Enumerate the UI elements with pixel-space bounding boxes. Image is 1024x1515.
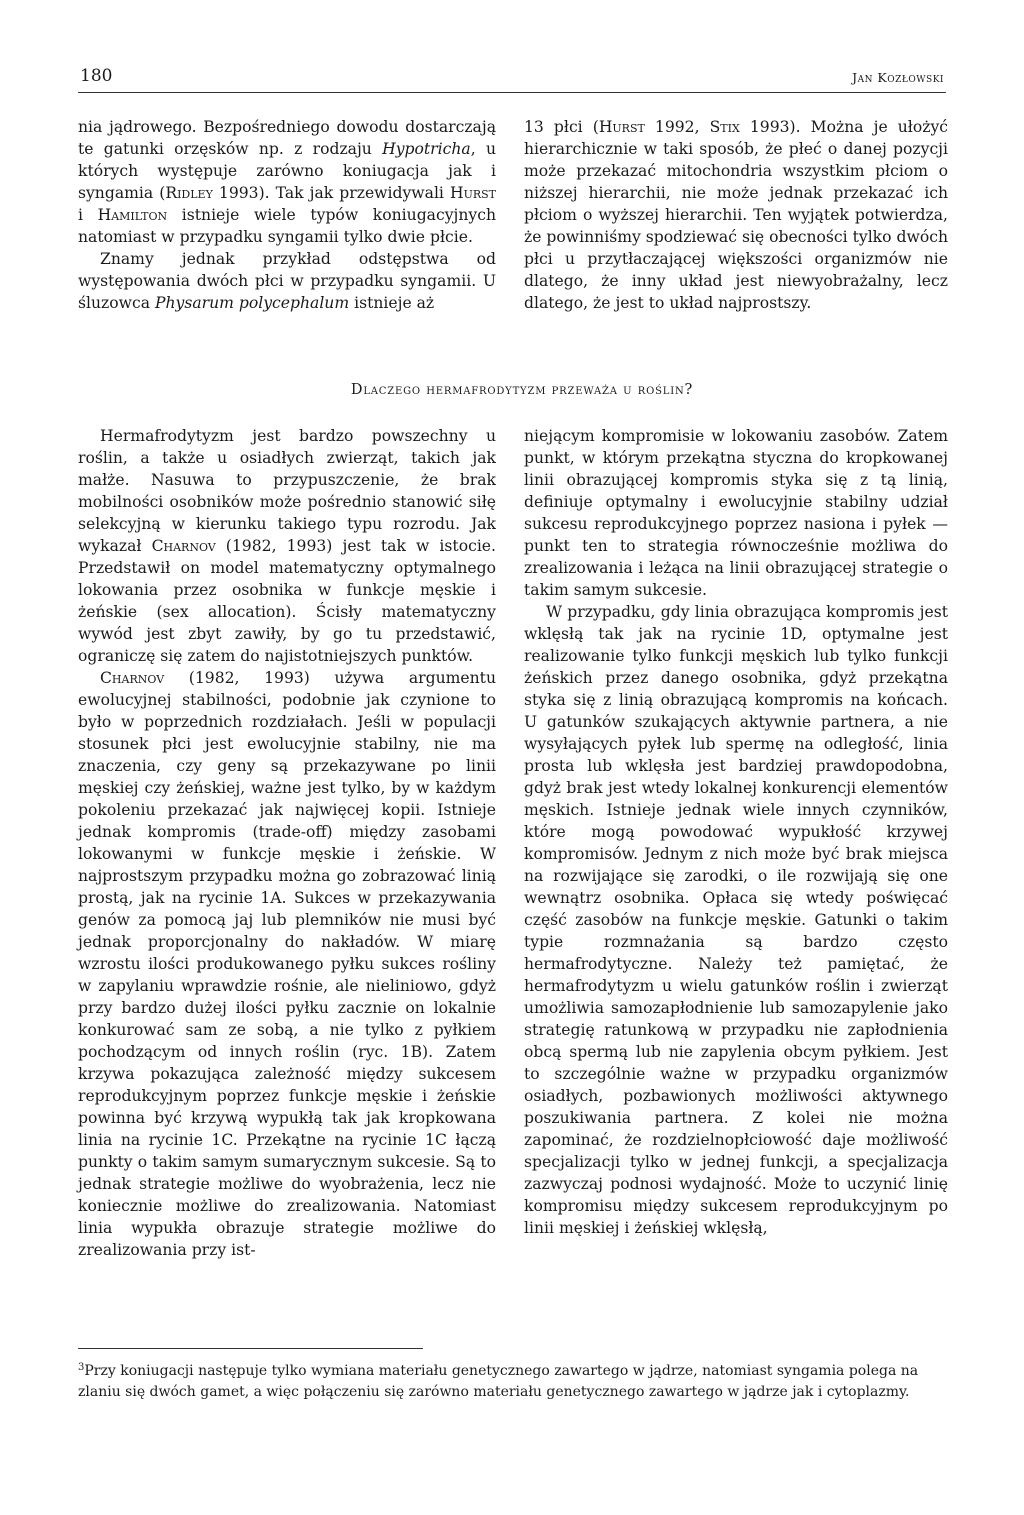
- paragraph: W przypadku, gdy linia obrazująca kompromis jest wklęsłą tak jak na rycinie 1D, optymalne jest realizowanie tylko funkcji męskich lub tylko funkcji żeńskich przez danego osobnika, gdyż przekątna styka się z linią obrazującą kompromis na końcach. U gatunków szukających aktywnie partnera, a nie wysyłających pyłek lub spermę na odległość, linia prosta lub wklęsła jest bardziej prawdopodobna, gdyż brak jest wtedy lokalnej konkurencji elementów męskich. Istnieje jednak wiele innych czynników, które mogą powodować wypukłość krzywej kompromisów. Jednym z nich może być brak miejsca na rozwijające się zarodki, o ile rozwijają się one wewnątrz osobnika. Opłaca się wtedy poświęcać część zasobów na funkcje męskie. Gatunki o takim typie rozmnażania są bardzo często hermafrodytyczne. Należy też pamiętać, że hermafrodytyzm u wielu gatunków roślin i zwierząt umożliwia samozapłodnienie lub samozapylenie jako strategię ratunkową w przypadku nie zapłodnienia obcą spermą lub nie zapylenia obcym pyłkiem. Jest to szczególnie ważne w przypadku organizmów osiadłych, pozbawionych możliwości aktywnego poszukiwania partnera. Z kolei nie można zapominać, że rozdzielnopłciowość daje możliwość specjalizacji tylko w jednej funkcji, a specjalizacja zazwyczaj podnosi wydajność. Może to uczynić linię kompromisu między sukcesem reprodukcyjnym po linii męskiej i żeńskiej wklęsłą,: [524, 603, 948, 1237]
- footnote-rule: [78, 1348, 423, 1349]
- footnote: [78, 1357, 946, 1403]
- paragraph: Hermafrodytyzm jest bardzo powszechny u roślin, a także u osiadłych zwierząt, takich jak małże. Nasuwa to przypuszczenie, że brak mobilności osobników może pośrednio stanowić siłę selekcyjną w kierunku takiego typu rozrodu. Jak wykazał Charnov (1982, 1993) jest tak w istocie. Przedstawił on model matematyczny optymalnego lokowania przez osobnika w funkcje męskie i żeńskie (sex allocation). Ścisły matematyczny wywód jest zbyt zawiły, by go tu przedstawić, ograniczę się zatem do najistotniejszych punktów.: [78, 427, 496, 665]
- paragraph: 13 płci (Hurst 1992, Stix 1993). Można je ułożyć hierarchicznie w taki sposób, że płeć o danej pozycji może przekazać mitochondria wszystkim płciom o niższej hierarchii, nie może jednak przekazać ich płciom o wyższej hierarchii. Ten wyjątek potwierdza, że powinniśmy spodziewać się obecności tylko dwóch płci u przytłaczającej większości organizmów nie dlatego, że inny układ jest niewyobrażalny, lecz dlatego, że jest to układ najprostszy.: [524, 118, 948, 312]
- paragraph: Charnov (1982, 1993) używa argumentu ewolucyjnej stabilności, podobnie jak czynione to było w poprzednich rozdziałach. Jeśli w populacji stosunek płci jest ewolucyjnie stabilny, nie ma znaczenia, czy geny są przekazywane po linii męskiej czy żeńskiej, ważne jest tylko, by w każdym pokoleniu przekazać jak najwięcej kopii. Istnieje jednak kompromis (trade-off) między zasobami lokowanymi w funkcje męskie i żeńskie. W najprostszym przypadku można go zobrazować linią prostą, jak na rycinie 1A. Sukces w przekazywania genów za pomocą jaj lub plemników nie musi być jednak proporcjonalny do nakładów. W miarę wzrostu ilości produkowanego pyłku sukces rośliny w zapylaniu wprawdzie rośnie, ale nieliniowo, gdyż przy bardzo dużej ilości pyłku zacznie on lokalnie konkurować sam ze sobą, a nie tylko z pyłkiem pochodzącym od innych roślin (ryc. 1B). Zatem krzywa pokazująca zależność między sukcesem reprodukcyjnym poprzez funkcje męskie i żeńskie powinna być krzywą wypukłą tak jak kropkowana linia na rycinie 1C. Przekątne na rycinie 1C łączą punkty o takim samym sumarycznym sukcesie. Są to jednak strategie możliwe do wyobrażenia, lecz nie koniecznie możliwe do zrealizowania. Natomiast linia wypukła obrazuje strategie możliwe do zrealizowania przy ist-: [78, 669, 496, 1259]
- paragraph: niejącym kompromisie w lokowaniu zasobów. Zatem punkt, w którym przekątna styczna do kropkowanej linii obrazującej kompromis styka się z tą linią, definiuje optymalny i ewolucyjnie stabilny udział sukcesu reprodukcyjnego poprzez nasiona i pyłek — punkt ten to strategia równocześnie możliwa do zrealizowania i leżąca na linii obrazującej strategie o takim samym sukcesie.: [524, 427, 948, 599]
- bottom-left-column: [78, 425, 496, 1261]
- top-left-column: [78, 116, 496, 314]
- top-right-column: [524, 116, 948, 314]
- paragraph: nia jądrowego. Bezpośredniego dowodu dostarczają te gatunki orzęsków np. z rodzaju Hypotricha, u których występuje zarówno koniugacja jak i syngamia (Ridley 1993). Tak jak przewidywali Hurst i Hamilton istnieje wiele typów koniugacyjnych natomiast w przypadku syngamii tylko dwie płcie.: [78, 118, 496, 246]
- section-title: Dlaczego hermafrodytyzm przeważa u roślin?: [350, 382, 694, 398]
- running-head-author: Jan Kozłowski: [852, 70, 944, 85]
- page-header: [78, 66, 946, 93]
- footnote-text: Przy koniugacji następuje tylko wymiana materiału genetycznego zawartego w jądrze, natomiast syngamia polega na zlaniu się dwóch gamet, a więc połączeniu się zarówno materiału genetycznego zawartego w jądrze jak i cytoplazmy.: [78, 1363, 919, 1400]
- footnote-marker: 3: [78, 1362, 85, 1373]
- paragraph: Znamy jednak przykład odstępstwa od występowania dwóch płci w przypadku syngamii. U śluzowca Physarum polycephalum istnieje aż: [78, 250, 496, 312]
- page-number: 180: [80, 66, 113, 86]
- bottom-right-column: [524, 425, 948, 1239]
